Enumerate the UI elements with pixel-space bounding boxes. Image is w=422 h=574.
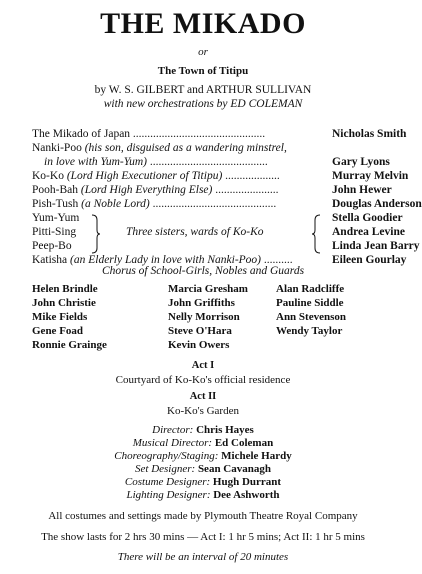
- chorus-member: Alan Radcliffe: [276, 283, 345, 295]
- chorus-member: John Griffiths: [168, 297, 235, 309]
- sister-role: Pitti-Sing Andrea Levine: [32, 226, 405, 238]
- credit-line: Set Designer: Sean Cavanagh: [135, 463, 271, 475]
- chorus-member: Marcia Gresham: [168, 283, 248, 295]
- actor-name: Murray Melvin: [332, 170, 409, 182]
- orchestrations-line: with new orchestrations by ED COLEMAN: [103, 98, 303, 110]
- leader-dots: ..........: [261, 254, 293, 266]
- act-heading: Act I: [191, 360, 215, 371]
- right-brace-icon: [312, 214, 322, 254]
- leader-dots: ...................: [222, 170, 280, 182]
- chorus-member: Ronnie Grainge: [32, 339, 107, 351]
- credit-line: Musical Director: Ed Coleman: [132, 437, 274, 449]
- authors-line: by W. S. GILBERT and ARTHUR SULLIVAN: [94, 84, 312, 96]
- actor-name: Stella Goodier: [332, 212, 403, 224]
- chorus-member: John Christie: [32, 297, 96, 309]
- credit-line: Choreography/Staging: Michele Hardy: [114, 450, 292, 462]
- actor-name: Gary Lyons: [332, 156, 390, 168]
- actor-name: Linda Jean Barry: [332, 240, 420, 252]
- act-heading: Act II: [189, 391, 217, 402]
- role-name: Pish-Tush: [32, 198, 79, 210]
- credit-line: Director: Chris Hayes: [152, 424, 254, 436]
- duration-note: The show lasts for 2 hrs 30 mins — Act I: 1 hr 5 mins; Act II: 1 hr 5 mins: [41, 531, 365, 543]
- chorus-column: [276, 282, 346, 338]
- chorus-member: Mike Fields: [32, 311, 88, 323]
- role-name: Katisha: [32, 254, 68, 266]
- subtitle: The Town of Titipu: [157, 65, 249, 77]
- role-note: (his son, disguised as a wandering minstrel,: [81, 142, 287, 154]
- leader-dots: .........................................: [146, 156, 268, 168]
- act-setting: Ko-Ko's Garden: [167, 405, 239, 417]
- chorus-member: Wendy Taylor: [276, 325, 343, 337]
- actor-name: Eileen Gourlay: [332, 254, 407, 266]
- chorus-member: Helen Brindle: [32, 283, 98, 295]
- actor-name: Douglas Anderson: [332, 198, 422, 210]
- chorus-member: Ann Stevenson: [276, 311, 346, 323]
- chorus-title: Chorus of School-Girls, Nobles and Guards: [101, 265, 305, 277]
- role-note: (Lord High Executioner of Titipu): [63, 170, 223, 182]
- chorus-member: Pauline Siddle: [276, 297, 344, 309]
- page-title: THE MIKADO: [100, 7, 306, 40]
- cast-row: [32, 128, 407, 142]
- chorus-member: Gene Foad: [32, 325, 84, 337]
- costumes-note: All costumes and settings made by Plymouth Theatre Royal Company: [48, 510, 358, 522]
- act-setting: Courtyard of Ko-Ko's official residence: [115, 374, 291, 386]
- actor-name: Andrea Levine: [332, 226, 405, 238]
- cast-row: [32, 184, 392, 198]
- cast-row: [32, 198, 422, 212]
- role-note: (an Elderly Lady in love with Nanki-Poo): [67, 254, 262, 266]
- credit-line: Costume Designer: Hugh Durrant: [124, 476, 282, 488]
- role-note: (Lord High Everything Else): [78, 184, 213, 196]
- credit-line: Lighting Designer: Dee Ashworth: [126, 489, 280, 501]
- cast-list: [32, 128, 422, 266]
- role-name: Nanki-Poo: [32, 142, 82, 154]
- cast-row: [32, 170, 409, 184]
- leader-dots: ......................: [212, 184, 279, 196]
- role-name: The Mikado of Japan: [32, 128, 131, 140]
- chorus-member: Steve O'Hara: [168, 325, 232, 337]
- left-brace-icon: [90, 214, 100, 254]
- role-note: in love with Yum-Yum): [44, 156, 147, 168]
- interval-note: There will be an interval of 20 minutes: [117, 551, 289, 563]
- leader-dots: ...........................................: [149, 198, 277, 210]
- sister-role: Peep-Bo Linda Jean Barry: [32, 240, 420, 252]
- leader-dots: ..............................................: [130, 128, 266, 140]
- sister-role: Yum-Yum Stella Goodier: [32, 212, 403, 224]
- cast-row: [32, 156, 392, 170]
- chorus-column: [168, 282, 248, 352]
- cast-row: [32, 142, 392, 156]
- chorus-member: Nelly Morrison: [168, 311, 240, 323]
- role-note: (a Noble Lord): [78, 198, 150, 210]
- actor-name: Nicholas Smith: [332, 128, 407, 140]
- role-name: Ko-Ko: [32, 170, 64, 182]
- actor-name: John Hewer: [332, 184, 392, 196]
- sisters-note: Three sisters, wards of Ko-Ko: [126, 226, 264, 238]
- chorus-member: Kevin Owers: [168, 339, 230, 351]
- role-name: Pooh-Bah: [32, 184, 78, 196]
- chorus-column: [32, 282, 107, 352]
- alt-title-or: or: [198, 46, 208, 58]
